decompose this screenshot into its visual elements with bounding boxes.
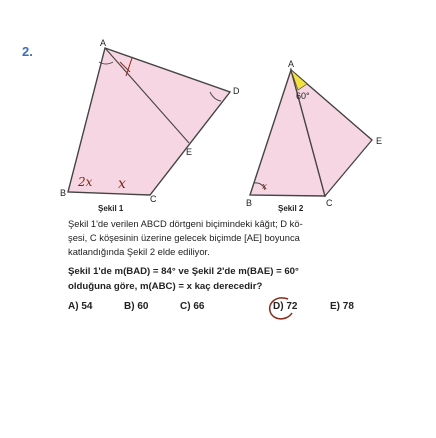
option-d-key: D) — [273, 301, 284, 312]
option-c-value: 66 — [193, 301, 205, 312]
figure-1-quadrilateral — [68, 48, 230, 195]
figures — [0, 0, 436, 210]
option-c[interactable] — [180, 301, 204, 312]
answer-circle-mark — [266, 295, 296, 323]
figure-1-caption: Şekil 1 — [98, 204, 124, 213]
problem-line-1: Şekil 1'de verilen ABCD dörtgeni biçimindeki kâğıt; D kö- — [68, 218, 303, 229]
problem-line-3: katlandığında Şekil 2 elde ediliyor. — [68, 246, 210, 257]
option-b-key: B) — [124, 301, 135, 312]
figure-2-point-e: E — [376, 136, 383, 146]
figure-1-point-a: A — [100, 38, 107, 48]
option-a-key: A) — [68, 301, 79, 312]
question-number: 2. — [22, 44, 33, 59]
option-b-value: 60 — [137, 301, 149, 312]
option-b[interactable] — [124, 301, 148, 312]
question-text — [68, 264, 430, 294]
option-c-key: C) — [180, 301, 191, 312]
option-e-value: 78 — [342, 301, 354, 312]
question-line-2: olduğuna göre, m(ABC) = x kaç derecedir? — [68, 281, 263, 292]
answer-options — [68, 298, 428, 320]
problem-line-2: şesi, C köşesinin üzerine gelecek biçimde [AE] boyunca — [68, 232, 300, 243]
option-d-value: 72 — [286, 301, 298, 312]
figure-2-handwritten-x: x — [262, 182, 268, 192]
figure-1-point-b: B — [60, 188, 67, 198]
figure-1-handwritten-2x: 2x — [78, 175, 93, 189]
figure-1-point-c: C — [150, 194, 157, 204]
option-e-key: E) — [330, 301, 340, 312]
figure-1 — [60, 38, 240, 204]
option-a-value: 54 — [81, 301, 93, 312]
option-a[interactable] — [68, 301, 92, 312]
figure-2-caption: Şekil 2 — [278, 204, 304, 213]
figure-1-handwritten-x: x — [118, 176, 126, 192]
problem-text — [68, 217, 430, 259]
question-line-1: Şekil 1'de m(BAD) = 84° ve Şekil 2'de m(BAE) = 60° — [68, 266, 299, 277]
figure-2-angle-label: 60° — [296, 91, 310, 101]
figure-2-point-c: C — [326, 198, 333, 208]
figure-1-point-e: E — [186, 147, 193, 157]
option-e[interactable] — [330, 301, 354, 312]
figure-2-point-a: A — [288, 59, 295, 69]
figure-2-point-b: B — [246, 198, 253, 208]
figure-2 — [246, 59, 382, 208]
figure-1-point-d: D — [233, 86, 240, 96]
